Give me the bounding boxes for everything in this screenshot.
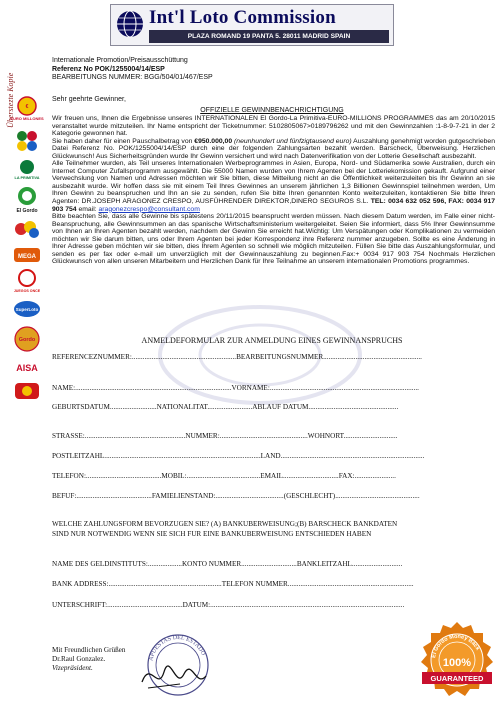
form-row-reference[interactable]: REFERENCEZNUMMER:..........................................................BEARBEITUNGSNUMMER....................................................... [52,353,422,361]
form-row-profession[interactable]: BEFUF:..........................................FAMIELIENSTAND:......................................(GESCHLECHT)............................................... [52,492,420,500]
agent-email-link[interactable]: aragonezcrespo@consultant.com [98,205,200,213]
reference-block [52,57,492,83]
closing-line: Mit Freundlichen Grüßen [52,646,126,654]
form-row-name[interactable]: NAME:.......................................................................................VORNAME:................................................................................... [52,384,419,392]
svg-text:Gordo: Gordo [18,337,36,343]
svg-text:EURO MILLONES: EURO MILLONES [10,116,44,121]
vertical-label: Überstezte Kopie [6,72,15,128]
euro-lotto-logo [12,126,42,156]
superloto-logo [12,298,42,320]
processing-number: BEARBEITUNGS NUMMER: BGG/504/01/467/ESP [52,74,213,81]
payment-question-line2: SIND NUR NOTWENDIG WENN SIE SICH FUR EINE BANKUBERWEISUNG ENTSCHIEDEN HABEN [52,529,372,538]
globe-emblem-icon [115,9,145,39]
paragraph-amount [52,138,495,161]
company-title: Int'l Loto Commission [149,7,336,28]
form-row-postcode[interactable]: POSTLEITZAHL.......................................................................................LAND................................................................................ [52,452,425,460]
signer-title: Vizepräsident. [52,664,93,672]
juegos-once-logo [12,268,42,294]
guarantee-seal [418,620,496,702]
email-label: email: [76,205,99,213]
svg-text:El Gordo: El Gordo [16,208,38,214]
letter-body [52,115,495,266]
svg-text:MEGA: MEGA [18,254,36,260]
letterhead [110,4,394,46]
paragraph-results: Wir freuen uns, Ihnen die Ergebnisse unseres INTERNATIONALEN El Gordo-La Primitiva-EURO-MILLIONS PROGRAMMES das am 20/10/2015 veranstaltet wurde mitzuteilen. Ihr Name entspricht der Ticketnummer: 5102805067>0189796262 und mit den Gewinnzahlen :1-8-9-7-21 in der 2 Kategorie gewonnen hat. [52,115,495,138]
official-stamp [140,630,210,700]
signature-block [52,646,125,673]
svg-text:100%: 100% [442,657,472,669]
greeting: Sehr geehrte Gewinner, [52,96,126,103]
svg-text:GUARANTEED: GUARANTEED [430,674,484,683]
agent-text: Alle Teilnehmer wurden, als Teil unseres Internationalen Werbeprogrammes in Asien, Europa, Nord- und Südamerika sowie Australien, durch ein Internet Computer Zufallsprogramm ausgewählt. Die 55000 Namen wurden von Ihrem Agenten bei der Lotteriekomission gekauft. Aufgrund einer Verwechslung von Namen und Adressen möchten wir Sie bitten, diese Mitteilung nicht an die Öffentlichkeit weiterzuleiten bis Ihr Gewinn an sie ausbezahlt wurde. Wir hoffen dass sie mit einem Teil Ihres Gewinnes an unserem jährlichen 1,3 Billionen Gewinnspiel teilnehmen werden, Um Ihren Gewinn zu beanspruchen und Ihn an sie zu senden, rufen Sie bitte Ihren genannten Konto weiterzuleiten, kontaktieren Sie bitte Ihren Agenten: DR.JOSEPH ARAGONEZ CRESPO, AUSFÜHRENDER DIREKTOR,DINERO SEGUROS S.L. [52,160,495,206]
euro-millions-logo [12,95,42,121]
reference-number: Referenz No POK/1255004/14/ESP [52,65,165,73]
notification-subject: OFFIZIELLE GEWINNBENACHRICHTIGUNG [200,107,344,114]
svg-text:LA PRIMITIVA: LA PRIMITIVA [14,176,40,180]
payment-question [52,520,497,539]
payment-question-line1: WELCHE ZAHLUNGSFORM BEVORZUGEN SIE? (A) BANKUBERWEISUNG;(B) BARSCHECK BANKDATEN [52,520,398,528]
svg-text:El Gordo Money Back: El Gordo Money Back [431,633,481,659]
bonus-logo [12,380,42,402]
paragraph-agent [52,160,495,213]
form-row-signature[interactable]: UNTERSCHRIFT:..........................................DATUM:............................................................................................................ [52,601,405,609]
svg-text:APUESTAS DEL ESTADO: APUESTAS DEL ESTADO [148,634,206,662]
signer-name: Dr.Raul Gonzalez. [52,655,106,663]
aisa-logo [12,358,42,376]
svg-text:€: € [25,104,29,110]
company-address: PLAZA ROMAND 19 PANTA 5. 28011 MADRID SPAIN [149,30,389,43]
promotion-line: Internationale Promotion/Preisausschüttung [52,57,188,64]
form-title: ANMELDEFORMULAR ZUR ANMELDUNG EINES GEWINNANSPRUCHS [141,336,403,345]
el-gordo-logo [12,184,42,214]
prize-amount: €950.000,00 [194,137,233,145]
gordo-navidad-logo [12,324,42,354]
form-row-street[interactable]: STRASSE:........................................................NUMMER:.................................................WOHNORT.............................. [52,432,398,440]
form-row-bank-name[interactable]: NAME DES GELDINSTITUTS:...................KONTO NUMMER...............................BANKLEITZAHL............................ [52,560,403,568]
la-primitiva-logo [12,158,42,180]
amount-details: Auszahlung genehmigt worden gutgeschrieben Datei Referenz No. POK/1255004/14/ESP durch eine der folgenden Zahlungsarten bezahlt werden. Barscheck, Überweisung. Herzlichen Glückwunsch! Aus Sicherheitsgründen wurde Ihr Gewinn versichert und wird nach Datenverifikation von der Lotterie Gesellschaft ausbezahlt. [52,137,495,160]
form-row-phone[interactable]: TELEFON:..........................................MOBIL:.........................................EMAIL...............................FAX:....................... [52,472,396,480]
paragraph-deadline: Bitte beachten Sie, dass alle Gewinne bis spätestens 20/11/2015 beansprucht werden müssen. Nach diesem Datum werden, im Falle einer nicht-Beanspruchung, alle Gewinnsummen an das spanische Wirtschaftsministerium weitergeleitet. Seien Sie informiert, dass 5% Ihrer Gewinnsumme von Ihnen an Ihren Agenten bezahlt werden, nachdem der Gewinn Sie erreicht hat.Wichtig: Um Verspätungen oder Komplikationen zu vermeiden möchten wir Sie darum bitten, uns oder Ihrem Agenten bei jeder Korrespondenz ihre Referenz nummer anzugeben. Sollte es eine Änderung in Ihrer Adresse geben möchten wir sie bitten, dies Ihrem Agenten so schnell wie möglich mitzuteilen. Füllen Sie bitte das Auszahlungsformular, und senden es per fax oder e-mail um unverzüglich mit der Gewinnauszahlung zu beginnen.Fax:+ 0034 917 903 754 Nochmals Herzlichen Glückwunsch von allen unseren Mitarbeitern und Herzlichen Dank für Ihre Teilnahme an unserem internationalen Promotions programmes. [52,213,495,266]
svg-text:SuperLoto: SuperLoto [15,307,39,312]
prize-amount-words: (neunhundert und fünfzigtausend euro) [232,137,352,145]
form-row-birthdate[interactable]: GEBURTSDATUM..........................NATIONALITAT.........................ABLAUF DATUM.................................................. [52,403,399,411]
agent-phone-fax: TEL: 0034 632 052 596, FAX: 0034 917 903 754 [52,198,496,213]
form-row-bank-address[interactable]: BANK ADDRESS:...............................................................TELEFON NUMMER...................................................................... [52,580,414,588]
amount-intro: Sie haben daher für einen Pauschalbetrag von [52,137,195,145]
lottery-balls-logo [12,218,42,240]
mega-millions-logo [12,244,42,266]
svg-text:JUEGOS ONCE: JUEGOS ONCE [13,289,41,293]
svg-text:AISA: AISA [16,363,38,373]
